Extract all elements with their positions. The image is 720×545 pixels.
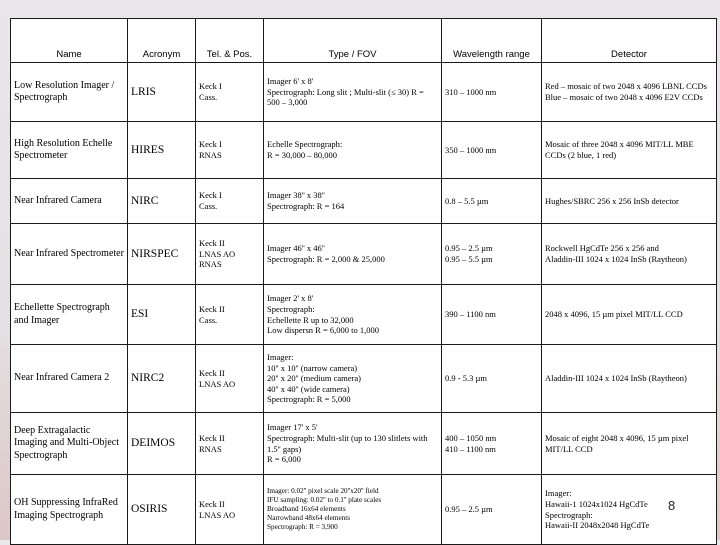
cell-acronym: NIRC2 xyxy=(128,345,196,413)
cell-detector: 2048 x 4096, 15 µm pixel MIT/LL CCD xyxy=(542,285,717,345)
table-row xyxy=(11,413,717,475)
cell-type-fov: Imager 17' x 5' Spectrograph: Multi-slit (up to 130 slitlets with 1.5'' gaps) R = 6,000 xyxy=(264,413,442,475)
cell-type-fov: Imager 6' x 8' Spectrograph: Long slit ; Multi-slit (≤ 30) R = 500 – 3,000 xyxy=(264,63,442,122)
cell-type-fov: Imager 2' x 8' Spectrograph: Echellette R up to 32,000 Low dispersn R = 6,000 to 1,000 xyxy=(264,285,442,345)
cell-wavelength: 0.9 - 5.3 µm xyxy=(442,345,542,413)
cell-telescope: Keck II Cass. xyxy=(196,285,264,345)
cell-type-fov: Imager 46'' x 46'' Spectrograph: R = 2,000 & 25,000 xyxy=(264,224,442,285)
cell-name: Near Infrared Camera 2 xyxy=(11,345,128,413)
cell-name: Echellette Spectrograph and Imager xyxy=(11,285,128,345)
header-row xyxy=(11,19,717,63)
cell-wavelength: 400 – 1050 nm 410 – 1100 nm xyxy=(442,413,542,475)
table-row xyxy=(11,285,717,345)
table-row xyxy=(11,475,717,545)
cell-detector: Rockwell HgCdTe 256 x 256 and Aladdin-III 1024 x 1024 InSb (Raytheon) xyxy=(542,224,717,285)
cell-acronym: OSIRIS xyxy=(128,475,196,545)
header-type-fov: Type / FOV xyxy=(264,19,442,63)
cell-name: High Resolution Echelle Spectrometer xyxy=(11,122,128,179)
cell-type-fov: Echelle Spectrograph: R = 30,000 – 80,000 xyxy=(264,122,442,179)
cell-wavelength: 0.8 – 5.5 µm xyxy=(442,179,542,224)
table-row xyxy=(11,345,717,413)
cell-name: OH Suppressing InfraRed Imaging Spectrograph xyxy=(11,475,128,545)
table-row xyxy=(11,179,717,224)
cell-name: Near Infrared Spectrometer xyxy=(11,224,128,285)
cell-type-fov: Imager: 10'' x 10'' (narrow camera) 20'' x 20'' (medium camera) 40'' x 40'' (wide camera) Spectrograph: R = 5,000 xyxy=(264,345,442,413)
cell-acronym: LRIS xyxy=(128,63,196,122)
cell-name: Low Resolution Imager / Spectrograph xyxy=(11,63,128,122)
cell-telescope: Keck I Cass. xyxy=(196,179,264,224)
cell-detector: Red – mosaic of two 2048 x 4096 LBNL CCDs Blue – mosaic of two 2048 x 4096 E2V CCDs xyxy=(542,63,717,122)
cell-detector: Mosaic of three 2048 x 4096 MIT/LL MBE CCDs (2 blue, 1 red) xyxy=(542,122,717,179)
cell-acronym: DEIMOS xyxy=(128,413,196,475)
cell-detector: Aladdin-III 1024 x 1024 InSb (Raytheon) xyxy=(542,345,717,413)
cell-acronym: NIRSPEC xyxy=(128,224,196,285)
cell-detector: Mosaic of eight 2048 x 4096, 15 µm pixel MIT/LL CCD xyxy=(542,413,717,475)
header-detector: Detector xyxy=(542,19,717,63)
cell-telescope: Keck II LNAS AO RNAS xyxy=(196,224,264,285)
header-name: Name xyxy=(11,19,128,63)
cell-acronym: NIRC xyxy=(128,179,196,224)
table-row xyxy=(11,63,717,122)
cell-type-fov: Imager: 0.02'' pixel scale 20''x20'' field IFU sampling: 0.02'' to 0.1'' plate scales Broadband 16x64 elements Narrowband 48x64 elements Spectrograph: R = 3,900 xyxy=(264,475,442,545)
cell-wavelength: 0.95 – 2.5 µm 0.95 – 5.5 µm xyxy=(442,224,542,285)
cell-name: Deep Extragalactic Imaging and Multi-Object Spectrograph xyxy=(11,413,128,475)
cell-telescope: Keck II RNAS xyxy=(196,413,264,475)
cell-detector: Imager: Hawaii-1 1024x1024 HgCdTe Spectrograph: Hawaii-II 2048x2048 HgCdTe xyxy=(542,475,717,545)
cell-telescope: Keck I Cass. xyxy=(196,63,264,122)
cell-detector: Hughes/SBRC 256 x 256 InSb detector xyxy=(542,179,717,224)
instrument-table xyxy=(10,18,717,545)
cell-acronym: HIRES xyxy=(128,122,196,179)
cell-telescope: Keck II LNAS AO xyxy=(196,475,264,545)
header-acronym: Acronym xyxy=(128,19,196,63)
cell-acronym: ESI xyxy=(128,285,196,345)
cell-wavelength: 310 – 1000 nm xyxy=(442,63,542,122)
header-wavelength-range: Wavelength range xyxy=(442,19,542,63)
cell-wavelength: 0.95 – 2.5 µm xyxy=(442,475,542,545)
cell-wavelength: 390 – 1100 nm xyxy=(442,285,542,345)
cell-type-fov: Imager 38'' x 38'' Spectrograph: R = 164 xyxy=(264,179,442,224)
cell-telescope: Keck I RNAS xyxy=(196,122,264,179)
table-row xyxy=(11,224,717,285)
cell-telescope: Keck II LNAS AO xyxy=(196,345,264,413)
table-row xyxy=(11,122,717,179)
cell-wavelength: 350 – 1000 nm xyxy=(442,122,542,179)
cell-name: Near Infrared Camera xyxy=(11,179,128,224)
page-number: 8 xyxy=(668,498,676,513)
header-telescope-position: Tel. & Pos. xyxy=(196,19,264,63)
